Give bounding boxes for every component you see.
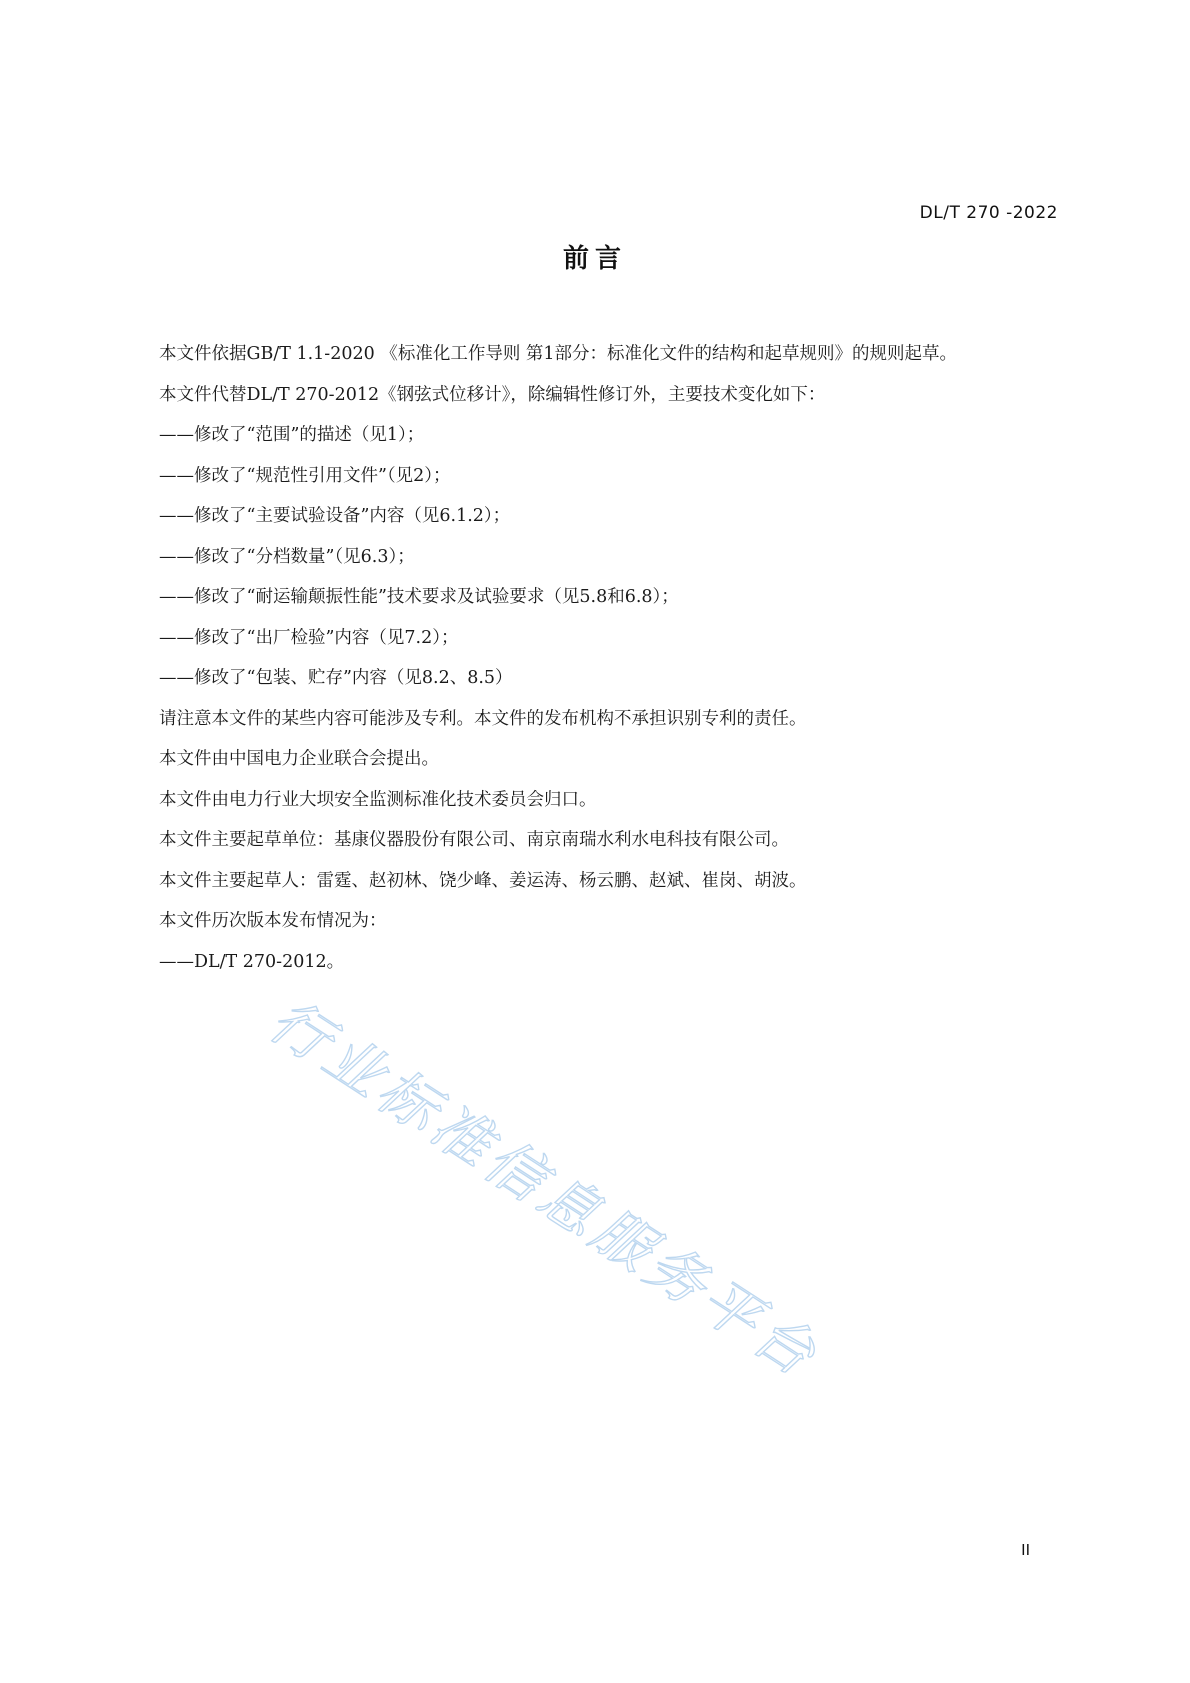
paragraph-patent-notice: 请注意本文件的某些内容可能涉及专利。本文件的发布机构不承担识别专利的责任。 — [159, 708, 807, 729]
paragraph-basis: 本文件依据GB/T 1.1-2020 《标准化工作导则 第1部分：标准化文件的结构和起草规则》的规则起草。 — [159, 344, 958, 364]
change-item-packaging-storage: ——修改了“包装、贮存”内容（见8.2、8.5） — [159, 668, 513, 688]
page-number: II — [1021, 1541, 1030, 1559]
change-item-transport-vibration: ——修改了“耐运输颠振性能”技术要求及试验要求（见5.8和6.8）； — [159, 587, 679, 607]
paragraph-drafters: 本文件主要起草人：雷霆、赵初林、饶少峰、姜运涛、杨云鹏、赵斌、崔岗、胡波。 — [159, 870, 807, 891]
change-item-test-equipment: ——修改了“主要试验设备”内容（见6.1.2）； — [159, 506, 511, 526]
change-item-grading: ——修改了“分档数量”（见6.3）； — [159, 546, 415, 567]
paragraph-committee: 本文件由电力行业大坝安全监测标准化技术委员会归口。 — [159, 789, 597, 810]
paragraph-proposer: 本文件由中国电力企业联合会提出。 — [159, 749, 439, 769]
paragraph-drafting-units: 本文件主要起草单位：基康仪器股份有限公司、南京南瑞水利水电科技有限公司。 — [159, 830, 789, 850]
paragraph-version-history: 本文件历次版本发布情况为： — [159, 911, 387, 931]
page-title: 前言 — [562, 244, 627, 274]
version-history-item: ——DL/T 270-2012。 — [159, 951, 345, 972]
document-code: DL/T 270 -2022 — [919, 203, 1058, 223]
change-item-factory-inspection: ——修改了“出厂检验”内容（见7.2）； — [159, 627, 459, 648]
watermark: 行业标准信息服务平台 — [257, 985, 832, 1392]
change-item-references: ——修改了“规范性引用文件”（见2）； — [159, 465, 451, 486]
document-body — [116, 334, 1058, 982]
paragraph-replaces: 本文件代替DL/T 270-2012《钢弦式位移计》，除编辑性修订外，主要技术变化如下： — [159, 384, 826, 405]
change-item-scope: ——修改了“范围”的描述（见1）； — [159, 425, 425, 445]
